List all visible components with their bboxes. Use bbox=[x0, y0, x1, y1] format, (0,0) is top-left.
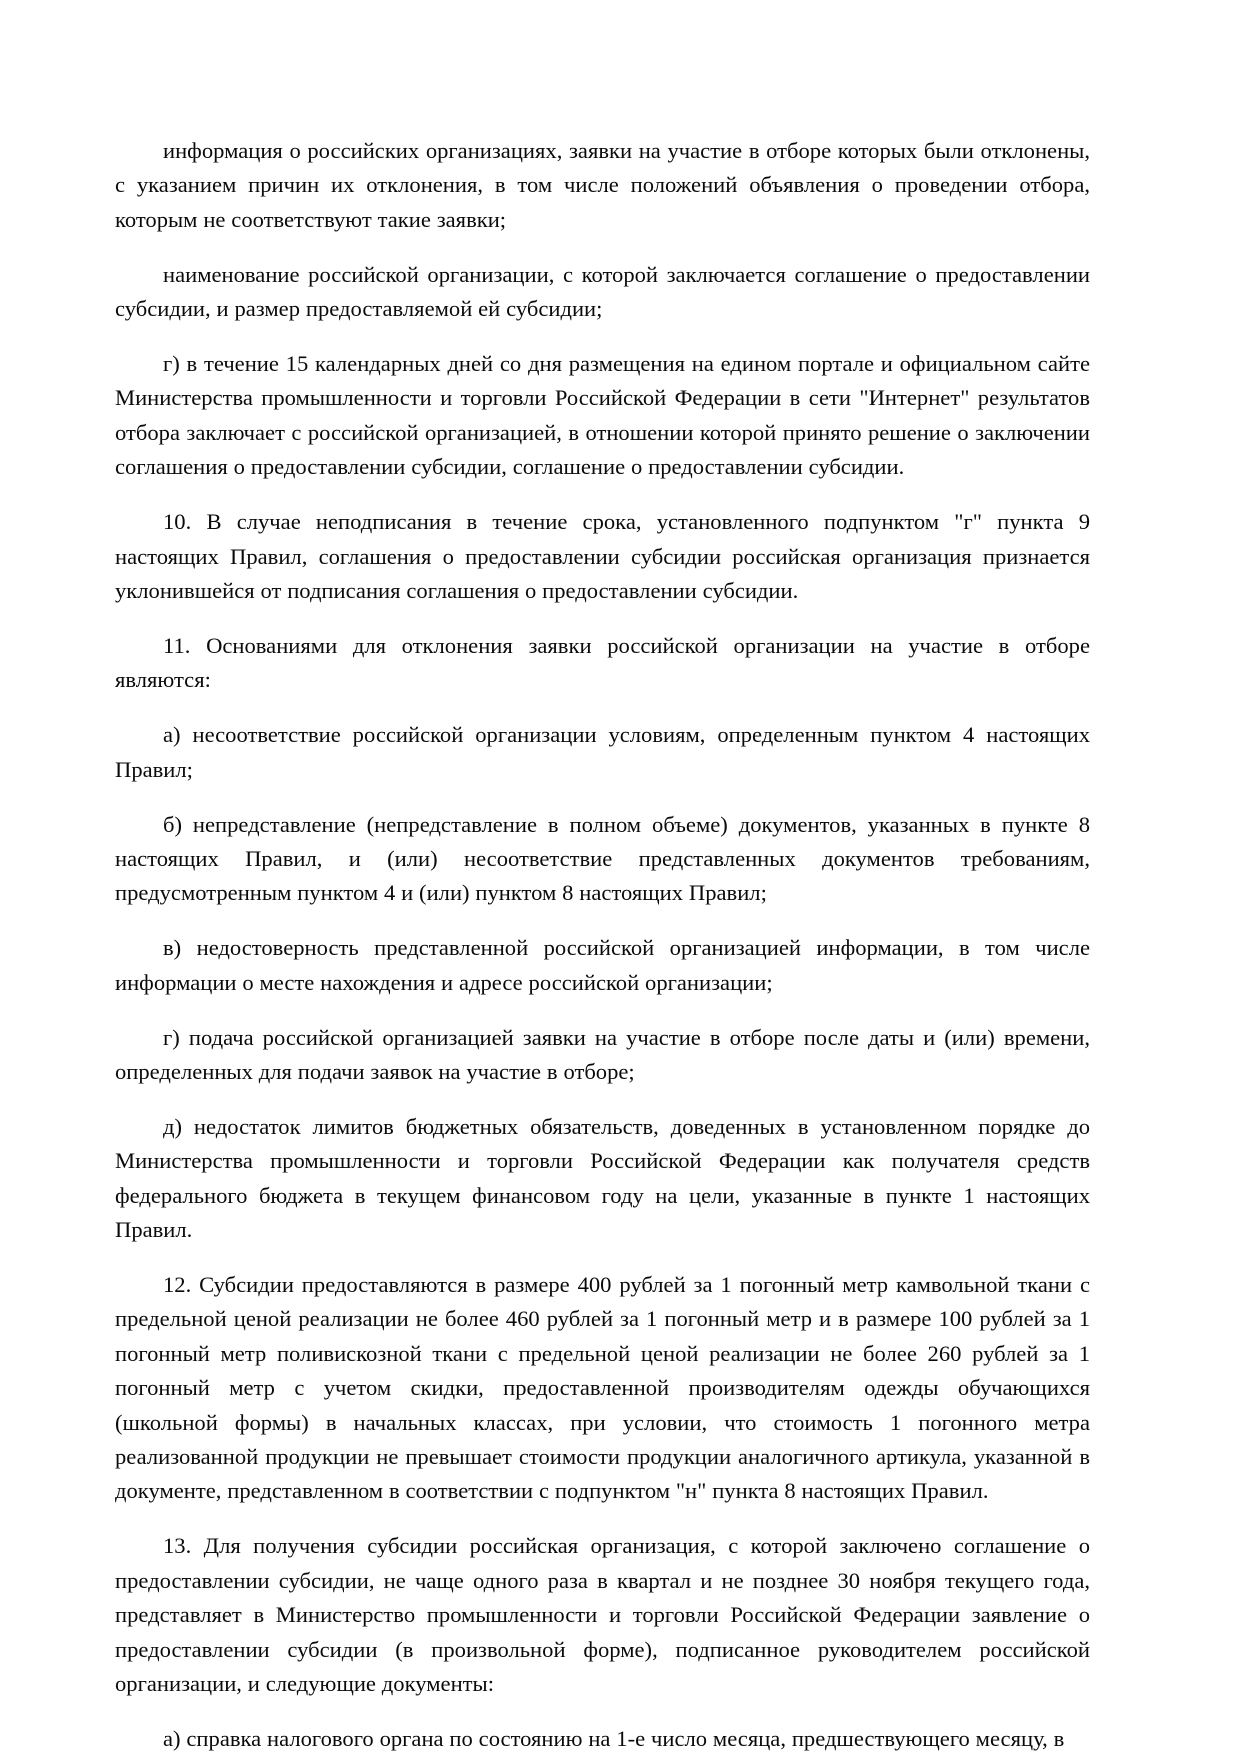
paragraph-13-subitem-a: а) справка налогового органа по состоянию на 1-е число месяца, предшествующего месяцу, в bbox=[163, 1725, 1065, 1751]
paragraph-13: 13. Для получения субсидии российская организация, с которой заключено соглашение о предоставлении субсидии, не чаще одного раза в квартал и не позднее 30 ноября текущего года, представляет в Министерство промышленности и торговли Российской Федерации заявление о предоставлении субсидии (в произвольной форме), подписанное руководителем российской организации, и следующие документы: bbox=[115, 1533, 1090, 1696]
paragraph-11-subitem-v: в) недостоверность представленной российской организацией информации, в том числе информации о месте нахождения и адресе российской организации; bbox=[115, 935, 1090, 995]
paragraph-naimenovanie-rossiyskoy-organizacii: наименование российской организации, с которой заключается соглашение о предоставлении субсидии, и размер предоставляемой ей субсидии; bbox=[115, 261, 1090, 322]
paragraph-informaciya-o-rossiyskih-organizaciyah: информация о российских организациях, заявки на участие в отборе которых были отклонены, с указанием причин их отклонения, в том числе положений объявления о проведении отбора, которым не соответствуют такие заявки; bbox=[115, 138, 1090, 232]
paragraph-11-subitem-g: г) подача российской организацией заявки на участие в отборе после даты и (или) времени, определенных для подачи заявок на участие в отборе; bbox=[115, 1024, 1090, 1084]
paragraph-11: 11. Основаниями для отклонения заявки российской организации на участие в отборе являются: bbox=[115, 632, 1090, 693]
paragraph-12: 12. Субсидии предоставляются в размере 400 рублей за 1 погонный метр камвольной ткани с предельной ценой реализации не более 460 рублей за 1 погонный метр и в размере 100 рублей за 1 погонный метр поливискозной ткани с предельной ценой реализации не более 260 рублей за 1 погонный метр с учетом скидки, предоставленной производителям одежды обучающихся (школьной формы) в начальных классах, при условии, что стоимость 1 погонного метра реализованной продукции не превышает стоимости продукции аналогичного артикула, указанной в документе, представленном в соответствии с подпунктом "н" пункта 8 настоящих Правил. bbox=[115, 1271, 1090, 1504]
paragraph-11-subitem-d: д) недостаток лимитов бюджетных обязательств, доведенных в установленном порядке до Министерства промышленности и торговли Российской Федерации как получателя средств федерального бюджета в текущем финансовом году на цели, указанные в пункте 1 настоящих Правил. bbox=[115, 1113, 1090, 1243]
paragraph-11-subitem-b: б) непредставление (непредставление в полном объеме) документов, указанных в пункте 8 настоящих Правил, и (или) несоответствие представленных документов требованиям, предусмотренным пунктом 4 и (или) пунктом 8 настоящих Правил; bbox=[115, 811, 1090, 906]
paragraph-9-subitem-g: г) в течение 15 календарных дней со дня размещения на едином портале и официальном сайте Министерства промышленности и торговли Российской Федерации в сети "Интернет" результатов отбора заключает с российской организацией, в отношении которой принято решение о заключении соглашения о предоставлении субсидии, соглашение о предоставлении субсидии. bbox=[115, 351, 1090, 480]
document-body bbox=[115, 134, 1090, 1754]
paragraph-11-subitem-a: а) несоответствие российской организации условиям, определенным пунктом 4 настоящих Правил; bbox=[115, 722, 1090, 782]
paragraph-10: 10. В случае неподписания в течение срока, установленного подпунктом "г" пункта 9 настоящих Правил, соглашения о предоставлении субсидии российская организация признается уклонившейся от подписания соглашения о предоставлении субсидии. bbox=[115, 509, 1090, 603]
